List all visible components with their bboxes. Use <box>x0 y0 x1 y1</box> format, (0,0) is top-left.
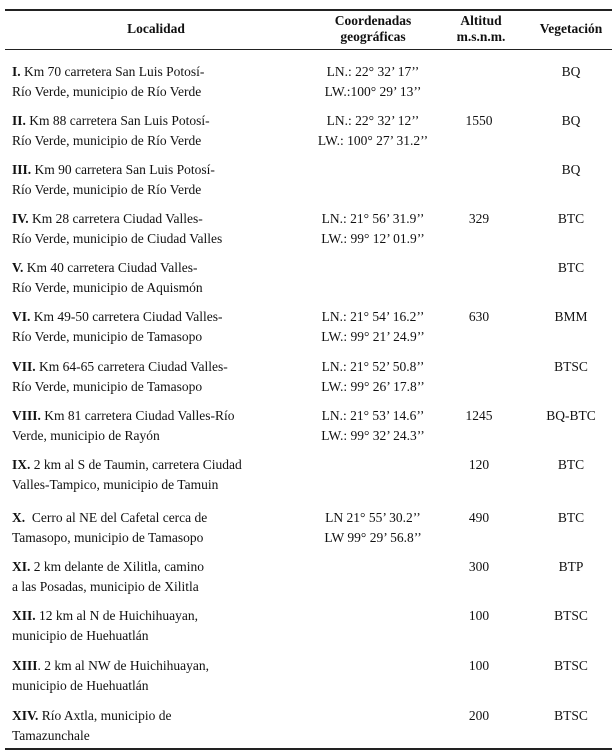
cell-localidad <box>12 307 300 347</box>
localidad-line1 <box>12 160 300 180</box>
cell-localidad <box>12 706 300 746</box>
coordenadas-ln: LN.: 21° 53’ 14.6’’ <box>321 408 425 423</box>
coordenadas-ln: LN.: 22° 32’ 12’’ <box>326 113 420 128</box>
coordenadas-ln: LN.: 21° 52’ 50.8’’ <box>321 359 425 374</box>
cell-altitud: 329 <box>468 211 490 226</box>
header-altitud-line2: m.s.n.m. <box>456 29 506 44</box>
cell-localidad <box>12 606 300 646</box>
localidad-text: 2 km al S de Taumin, carretera Ciudad <box>30 457 242 472</box>
cell-coordenadas <box>298 357 448 397</box>
coordenadas-lw: LW.: 100° 27’ 31.2’’ <box>317 133 429 148</box>
cell-localidad <box>12 656 300 696</box>
coordenadas-lw: LW 99° 29’ 56.8’’ <box>324 530 422 545</box>
cell-coordenadas <box>298 406 448 446</box>
cell-vegetacion: BTSC <box>554 608 588 623</box>
localidad-line1 <box>12 307 300 327</box>
localidad-text: 12 km al N de Huichihuayan, <box>35 608 198 623</box>
localidad-number: XIV. <box>12 708 39 723</box>
cell-vegetacion: BQ <box>561 162 581 177</box>
cell-coordenadas <box>298 62 448 102</box>
header-localidad-label: Localidad <box>127 21 185 36</box>
header-localidad <box>12 21 300 37</box>
localidad-text: 2 km delante de Xilitla, camino <box>30 559 204 574</box>
localidad-line1 <box>12 258 300 278</box>
localidad-number: III. <box>12 162 32 177</box>
cell-localidad <box>12 258 300 298</box>
localidad-text: Km 49-50 carretera Ciudad Valles- <box>30 309 223 324</box>
cell-vegetacion: BTC <box>557 457 585 472</box>
cell-vegetacion: BTSC <box>554 359 588 374</box>
coordenadas-lw: LW.: 99° 21’ 24.9’’ <box>321 329 425 344</box>
coordenadas-lw: LW.: 99° 32’ 24.3’’ <box>321 428 425 443</box>
cell-altitud: 100 <box>468 658 490 673</box>
localidad-number: XIII <box>12 658 38 673</box>
localidad-number: XII. <box>12 608 36 623</box>
cell-altitud: 490 <box>468 510 490 525</box>
localidad-line1 <box>12 209 300 229</box>
cell-vegetacion: BTC <box>557 510 585 525</box>
cell-vegetacion: BQ <box>561 113 581 128</box>
localidad-line1 <box>12 111 300 131</box>
cell-altitud: 1550 <box>465 113 493 128</box>
header-coordenadas-line1: Coordenadas <box>334 13 412 28</box>
localidad-line2: municipio de Huehuatlán <box>12 628 149 643</box>
localidad-line1 <box>12 606 300 626</box>
localidad-line2: Río Verde, municipio de Río Verde <box>12 182 202 197</box>
header-altitud <box>450 13 512 45</box>
localidad-number: IX. <box>12 457 31 472</box>
coordenadas-lw: LW.: 99° 26’ 17.8’’ <box>321 379 425 394</box>
header-coordenadas-line2: geográficas <box>340 29 406 44</box>
localidad-number: VI. <box>12 309 31 324</box>
cell-vegetacion: BTP <box>558 559 584 574</box>
header-altitud-line1: Altitud <box>460 13 502 28</box>
localidad-text: Km 81 carretera Ciudad Valles-Río <box>40 408 235 423</box>
cell-altitud: 1245 <box>465 408 493 423</box>
localidad-text: Río Axtla, municipio de <box>38 708 172 723</box>
cell-vegetacion: BTC <box>557 260 585 275</box>
cell-coordenadas <box>298 209 448 249</box>
localidad-text: Km 88 carretera San Luis Potosí- <box>25 113 210 128</box>
localidad-number: VII. <box>12 359 36 374</box>
localidad-text: Cerro al NE del Cafetal cerca de <box>25 510 208 525</box>
localidad-number: V. <box>12 260 24 275</box>
localidad-number: X. <box>12 510 26 525</box>
localidad-number: II. <box>12 113 26 128</box>
localidad-text: Km 90 carretera San Luis Potosí- <box>31 162 215 177</box>
localidad-line2: Río Verde, municipio de Río Verde <box>12 133 202 148</box>
localidad-line2: Valles-Tampico, municipio de Tamuin <box>12 477 219 492</box>
localidad-number: VIII. <box>12 408 41 423</box>
localidad-line2: a las Posadas, municipio de Xilitla <box>12 579 199 594</box>
localidad-line1 <box>12 357 300 377</box>
localidad-line2: Verde, municipio de Rayón <box>12 428 160 443</box>
cell-altitud: 630 <box>468 309 490 324</box>
localidad-line1 <box>12 62 300 82</box>
cell-coordenadas <box>298 307 448 347</box>
localidad-line2: municipio de Huehuatlán <box>12 678 149 693</box>
cell-vegetacion: BTSC <box>554 658 588 673</box>
cell-vegetacion: BQ-BTC <box>546 408 596 423</box>
localidad-text: Km 40 carretera Ciudad Valles- <box>23 260 198 275</box>
localidad-line2: Río Verde, municipio de Tamasopo <box>12 329 203 344</box>
cell-localidad <box>12 508 300 548</box>
localidad-line1 <box>12 406 300 426</box>
cell-localidad <box>12 455 300 495</box>
cell-altitud: 120 <box>468 457 490 472</box>
localidad-text: Km 70 carretera San Luis Potosí- <box>20 64 205 79</box>
localidad-line2: Río Verde, municipio de Río Verde <box>12 84 202 99</box>
localidad-line1 <box>12 656 300 676</box>
cell-vegetacion: BTC <box>557 211 585 226</box>
header-vegetacion-label: Vegetación <box>539 21 603 36</box>
cell-altitud: 300 <box>468 559 490 574</box>
coordenadas-lw: LW.: 99° 12’ 01.9’’ <box>321 231 425 246</box>
coordenadas-ln: LN.: 21° 54’ 16.2’’ <box>321 309 425 324</box>
header-coordenadas <box>298 13 448 45</box>
cell-localidad <box>12 406 300 446</box>
localidad-number: XI. <box>12 559 31 574</box>
localidad-line1 <box>12 455 300 475</box>
cell-localidad <box>12 160 300 200</box>
localidad-line1 <box>12 557 300 577</box>
cell-localidad <box>12 557 300 597</box>
cell-vegetacion: BQ <box>561 64 581 79</box>
localidad-line2: Río Verde, municipio de Tamasopo <box>12 379 203 394</box>
coordenadas-ln: LN.: 22° 32’ 17’’ <box>326 64 420 79</box>
top-rule <box>5 9 612 11</box>
localidad-line2: Río Verde, municipio de Ciudad Valles <box>12 231 223 246</box>
cell-altitud: 200 <box>468 708 490 723</box>
cell-localidad <box>12 62 300 102</box>
localidad-text: . 2 km al NW de Huichihuayan, <box>37 658 209 673</box>
localidad-number: I. <box>12 64 21 79</box>
cell-localidad <box>12 209 300 249</box>
localidad-number: IV. <box>12 211 29 226</box>
localidad-line1 <box>12 508 300 528</box>
coordenadas-ln: LN 21° 55’ 30.2’’ <box>325 510 421 525</box>
localidad-line2: Río Verde, municipio de Aquismón <box>12 280 203 295</box>
localidad-text: Km 28 carretera Ciudad Valles- <box>28 211 203 226</box>
localidad-line2: Tamasopo, municipio de Tamasopo <box>12 530 204 545</box>
bottom-rule <box>5 748 612 750</box>
coordenadas-lw: LW.:100° 29’ 13’’ <box>324 84 422 99</box>
cell-coordenadas <box>298 508 448 548</box>
header-rule <box>5 49 612 50</box>
cell-localidad <box>12 357 300 397</box>
cell-vegetacion: BMM <box>554 309 588 324</box>
header-vegetacion <box>530 21 612 37</box>
coordenadas-ln: LN.: 21° 56’ 31.9’’ <box>321 211 425 226</box>
localidad-line1 <box>12 706 300 726</box>
cell-localidad <box>12 111 300 151</box>
cell-vegetacion: BTSC <box>554 708 588 723</box>
cell-coordenadas <box>298 111 448 151</box>
localidad-text: Km 64-65 carretera Ciudad Valles- <box>35 359 228 374</box>
localidad-line2: Tamazunchale <box>12 728 90 743</box>
cell-altitud: 100 <box>468 608 490 623</box>
